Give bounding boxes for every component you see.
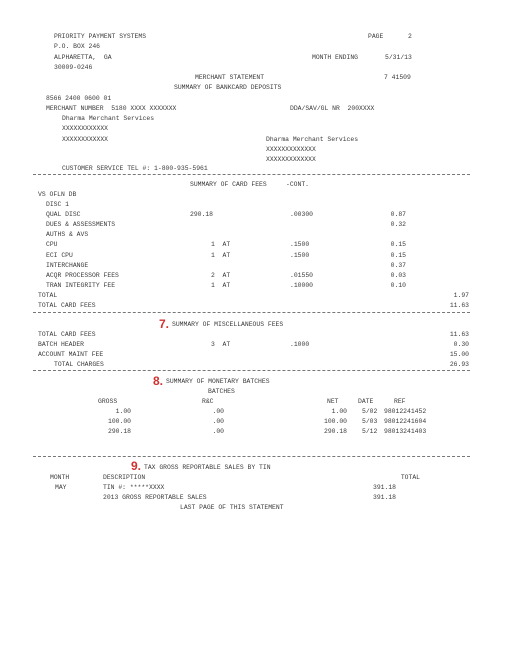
batch-date: 5/02 [362, 408, 378, 415]
batch-ref: 98013241403 [384, 428, 427, 435]
tin-description: 2013 GROSS REPORTABLE SALES [103, 494, 207, 501]
batches-subtitle: BATCHES [208, 388, 235, 395]
batch-gross: 1.00 [115, 408, 131, 415]
fee-total: 15.00 [449, 351, 469, 358]
column-header-month: MONTH [50, 474, 70, 481]
fee-amount: 0.03 [390, 272, 406, 279]
fee-label: ACCOUNT MAINT FEE [38, 351, 104, 358]
statement-footer: LAST PAGE OF THIS STATEMENT [180, 504, 284, 511]
section-marker: 8. [153, 374, 164, 388]
fee-label: TOTAL CARD FEES [38, 331, 96, 338]
fee-total: 26.93 [449, 361, 469, 368]
account-code: 8566 2400 0600 01 [46, 95, 112, 102]
fee-total: 0.30 [453, 341, 469, 348]
batch-rc: .00 [212, 428, 224, 435]
fee-amount: 0.15 [390, 252, 406, 259]
batch-rc: .00 [212, 418, 224, 425]
batches-title: SUMMARY OF MONETARY BATCHES [166, 378, 270, 385]
batch-gross: 290.18 [107, 428, 131, 435]
fee-rate: .00300 [290, 211, 314, 218]
fee-basis: 1 AT [211, 241, 231, 248]
fee-basis: 1 AT [211, 252, 231, 259]
batch-net: 100.00 [323, 418, 347, 425]
section-marker: 9. [131, 459, 142, 473]
fee-label: QUAL DISC [46, 211, 81, 218]
page-number: 2 [408, 33, 412, 40]
divider [33, 312, 470, 313]
fee-label: TOTAL [38, 292, 58, 299]
customer-service-phone: CUSTOMER SERVICE TEL #: 1-800-935-5961 [62, 165, 208, 172]
column-header-rc: R&C [202, 398, 214, 405]
batch-ref: 98012241604 [384, 418, 427, 425]
fee-rate: .1000 [290, 341, 310, 348]
statement-title: MERCHANT STATEMENT [195, 74, 265, 81]
batch-date: 5/12 [362, 428, 378, 435]
misc-fees-title: SUMMARY OF MISCELLANEOUS FEES [172, 321, 284, 328]
batch-net: 290.18 [323, 428, 347, 435]
month-ending-value: 5/31/13 [385, 54, 412, 61]
batch-rc: .00 [212, 408, 224, 415]
fee-rate: .1500 [290, 241, 310, 248]
fee-basis: 1 AT [211, 282, 231, 289]
card-fees-cont: -CONT. [286, 181, 310, 188]
month-ending-label: MONTH ENDING [312, 54, 359, 61]
tin-total: 391.18 [372, 484, 396, 491]
po-box: P.O. BOX 246 [54, 43, 101, 50]
statement-id: 7 41509 [384, 74, 411, 81]
divider [33, 370, 470, 371]
card-fees-group: VS OFLN DB [38, 191, 77, 198]
fee-label: AUTHS & AVS [46, 231, 89, 238]
section-marker: 7. [159, 317, 170, 331]
fee-amount: 0.10 [390, 282, 406, 289]
fee-total: 11.63 [449, 302, 469, 309]
fee-label: CPU [46, 241, 58, 248]
merchant-number: MERCHANT NUMBER 5180 XXXX XXXXXXX [46, 105, 177, 112]
divider [33, 174, 470, 175]
dda-number: DDA/SAV/GL NR 200XXXX [290, 105, 375, 112]
column-header-net: NET [327, 398, 339, 405]
batch-net: 1.00 [331, 408, 347, 415]
fee-rate: .10000 [290, 282, 314, 289]
fee-label: BATCH HEADER [38, 341, 85, 348]
fee-label: ACQR PROCESSOR FEES [46, 272, 119, 279]
fee-total: 1.97 [453, 292, 469, 299]
column-header-gross: GROSS [98, 398, 118, 405]
zip-code: 30009-0246 [54, 64, 93, 71]
fee-rate: .01550 [290, 272, 314, 279]
merchant-name: Dharma Merchant Services [62, 115, 155, 122]
tin-month: MAY [55, 484, 67, 491]
batch-ref: 98012241452 [384, 408, 427, 415]
column-header-date: DATE [358, 398, 374, 405]
fee-label: TOTAL CARD FEES [38, 302, 96, 309]
batch-date: 5/03 [362, 418, 378, 425]
fee-amount: 0.87 [390, 211, 406, 218]
tin-total: 391.18 [372, 494, 396, 501]
fee-rate: .1500 [290, 252, 310, 259]
company-name: PRIORITY PAYMENT SYSTEMS [54, 33, 147, 40]
card-fees-title: SUMMARY OF CARD FEES [190, 181, 267, 188]
fee-label: INTERCHANGE [46, 262, 89, 269]
fee-basis: 290.18 [190, 211, 214, 218]
card-fees-subgroup: DISC 1 [46, 201, 70, 208]
city-state: ALPHARETTA, GA [54, 54, 112, 61]
column-header-total: TOTAL [400, 474, 420, 481]
fee-basis: 2 AT [211, 272, 231, 279]
page-label: PAGE [368, 33, 384, 40]
fee-amount: 0.37 [390, 262, 406, 269]
tin-title: TAX GROSS REPORTABLE SALES BY TIN [144, 464, 271, 471]
merchant-address-2: XXXXXXXXXXXX [62, 136, 109, 143]
fee-label: DUES & ASSESSMENTS [46, 221, 116, 228]
tin-description: TIN #: *****XXXX [103, 484, 165, 491]
remit-name: Dharma Merchant Services [266, 136, 359, 143]
fee-total: 11.63 [449, 331, 469, 338]
fee-amount: 0.32 [390, 221, 406, 228]
statement-subtitle: SUMMARY OF BANKCARD DEPOSITS [174, 84, 282, 91]
batch-gross: 100.00 [107, 418, 131, 425]
remit-address-2: XXXXXXXXXXXXX [266, 156, 316, 163]
column-header-ref: REF [394, 398, 406, 405]
fee-amount: 0.15 [390, 241, 406, 248]
fee-label: TRAN INTEGRITY FEE [46, 282, 116, 289]
fee-basis: 3 AT [211, 341, 231, 348]
fee-label: ECI CPU [46, 252, 73, 259]
merchant-address-1: XXXXXXXXXXXX [62, 125, 109, 132]
column-header-description: DESCRIPTION [103, 474, 146, 481]
divider [33, 456, 470, 457]
fee-label: TOTAL CHARGES [54, 361, 104, 368]
remit-address-1: XXXXXXXXXXXXX [266, 146, 316, 153]
